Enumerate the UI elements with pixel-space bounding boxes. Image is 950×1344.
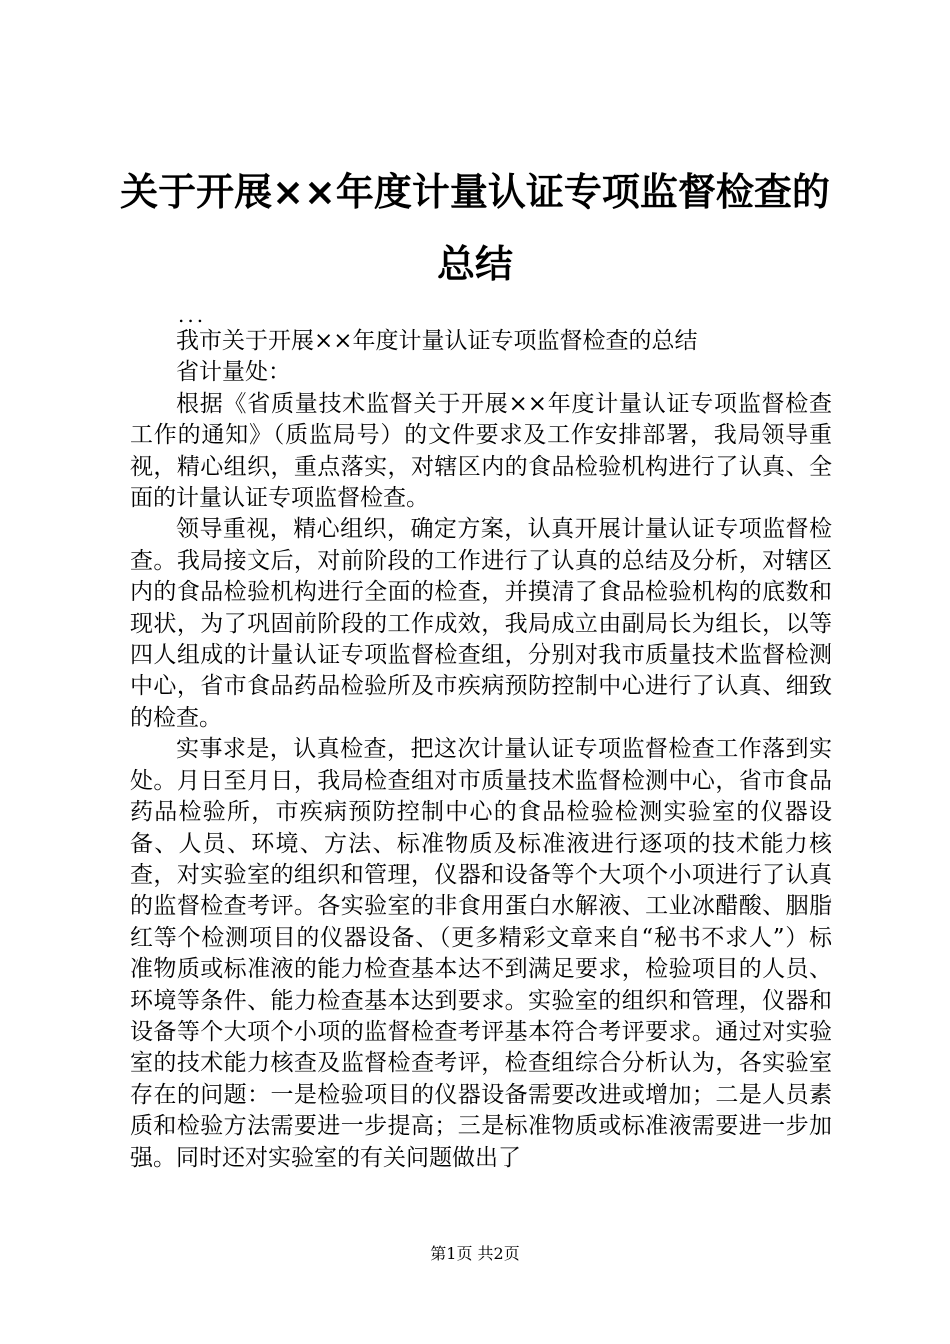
ellipsis-marker: ... — [178, 303, 207, 327]
salutation: 省计量处： — [176, 359, 291, 386]
body-paragraph: 根据《省质量技术监督关于开展××年度计量认证专项监督检查工作的通知》（质监局号）的文件要求及工作安排部署，我局领导重视，精心组织，重点落实，对辖区内的食品检验机构进行了认真、全面的计量认证专项监督检查。 — [130, 390, 832, 512]
body-paragraph: 领导重视，精心组织，确定方案，认真开展计量认证专项监督检查。我局接文后，对前阶段的工作进行了认真的总结及分析，对辖区内的食品检验机构进行全面的检查，并摸清了食品检验机构的底数和现状，为了巩固前阶段的工作成效，我局成立由副局长为组长，以等四人组成的计量认证专项监督检查组，分别对我市质量技术监督检测中心，省市食品药品检验所及市疾病预防控制中心进行了认真、细致的检查。 — [130, 516, 832, 731]
body-paragraph: 实事求是，认真检查，把这次计量认证专项监督检查工作落到实处。月日至月日，我局检查组对市质量技术监督检测中心，省市食品药品检验所，市疾病预防控制中心的食品检验检测实验室的仪器设备、人员、环境、方法、标准物质及标准液进行逐项的技术能力核查，对实验室的组织和管理，仪器和设备等个大项个小项进行了认真的监督检查考评。各实验室的非食用蛋白水解液、工业冰醋酸、胭脂红等个检测项目的仪器设备、（更多精彩文章来自“秘书不求人”）标准物质或标准液的能力检查基本达不到满足要求，检验项目的人员、环境等条件、能力检查基本达到要求。实验室的组织和管理，仪器和设备等个大项个小项的监督检查考评基本符合考评要求。通过对实验室的技术能力核查及监督检查考评，检查组综合分析认为，各实验室存在的问题：一是检验项目的仪器设备需要改进或增加；二是人员素质和检验方法需要进一步提高；三是标准物质或标准液需要进一步加强。同时还对实验室的有关问题做出了 — [130, 736, 832, 1171]
page-footer: 第1页 共2页 — [430, 1244, 520, 1263]
subject-line: 我市关于开展××年度计量认证专项监督检查的总结 — [176, 328, 698, 354]
document-body — [130, 326, 832, 1174]
document-title: 关于开展××年度计量认证专项监督检查的总结 — [120, 170, 830, 286]
